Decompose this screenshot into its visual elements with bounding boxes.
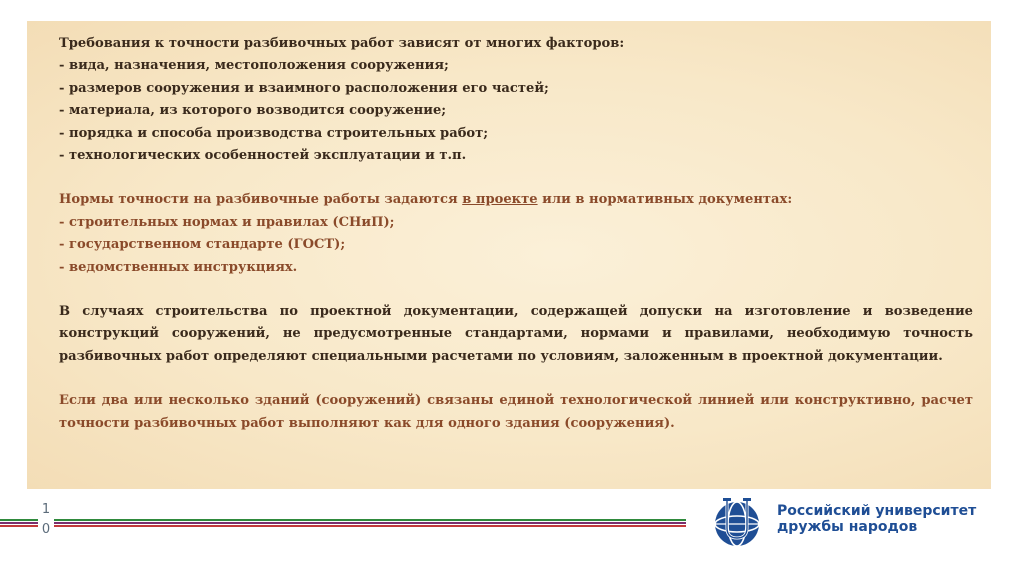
norms-item: - ведомственных инструкциях. [59,259,298,275]
footer-stripe-red [0,525,686,527]
multiple-buildings-paragraph: Если два или несколько зданий (сооружений) связаны единой технологической линией или конструктивно, расчет точности разбивочных работ выполняют как для одного здания (сооружения). [59,393,973,431]
project-documentation-paragraph: В случаях строительства по проектной документации, содержащей допуски на изготовление и возведение конструкций сооружений, не предусмотренные стандартами, нормами и правилами, необходимую точность разбивочных работ определяют специальными расчетами по условиям, заложенным в проектной документации. [59,304,973,364]
norms-heading-before: Нормы точности на разбивочные работы задаются [59,192,463,208]
page-number [38,500,54,540]
requirements-heading: Требования к точности разбивочных работ зависят от многих факторов: [59,36,625,51]
content-panel [27,21,991,489]
requirements-item: - технологических особенностей эксплуатации и т.п. [59,148,467,164]
rudn-globe-emblem-icon [709,494,765,550]
university-name-line1: Российский университет [777,503,977,519]
spacer [59,167,973,189]
page-number-digit-1: 1 [41,502,51,517]
footer-stripe-green [0,519,686,521]
norms-heading-underlined: в проекте [462,192,538,208]
university-name-line2: дружбы народов [777,519,918,535]
requirements-item: - вида, назначения, местоположения сооружения; [59,58,449,74]
footer-stripe-purple [0,522,686,524]
requirements-item: - порядка и способа производства строительных работ; [59,125,489,141]
university-logo [709,494,1009,550]
norms-heading [59,189,973,211]
requirements-item: - размеров сооружения и взаимного расположения его частей; [59,80,549,96]
norms-item: - государственном стандарте (ГОСТ); [59,237,346,253]
spacer [59,368,973,390]
page-number-digit-2: 0 [41,522,51,537]
requirements-item: - материала, из которого возводится сооружение; [59,103,447,119]
norms-heading-after: или в нормативных документах: [537,192,793,208]
norms-item: - строительных нормах и правилах (СНиП); [59,214,395,230]
spacer [59,279,973,301]
university-name [777,503,976,535]
footer-stripes [0,519,686,529]
